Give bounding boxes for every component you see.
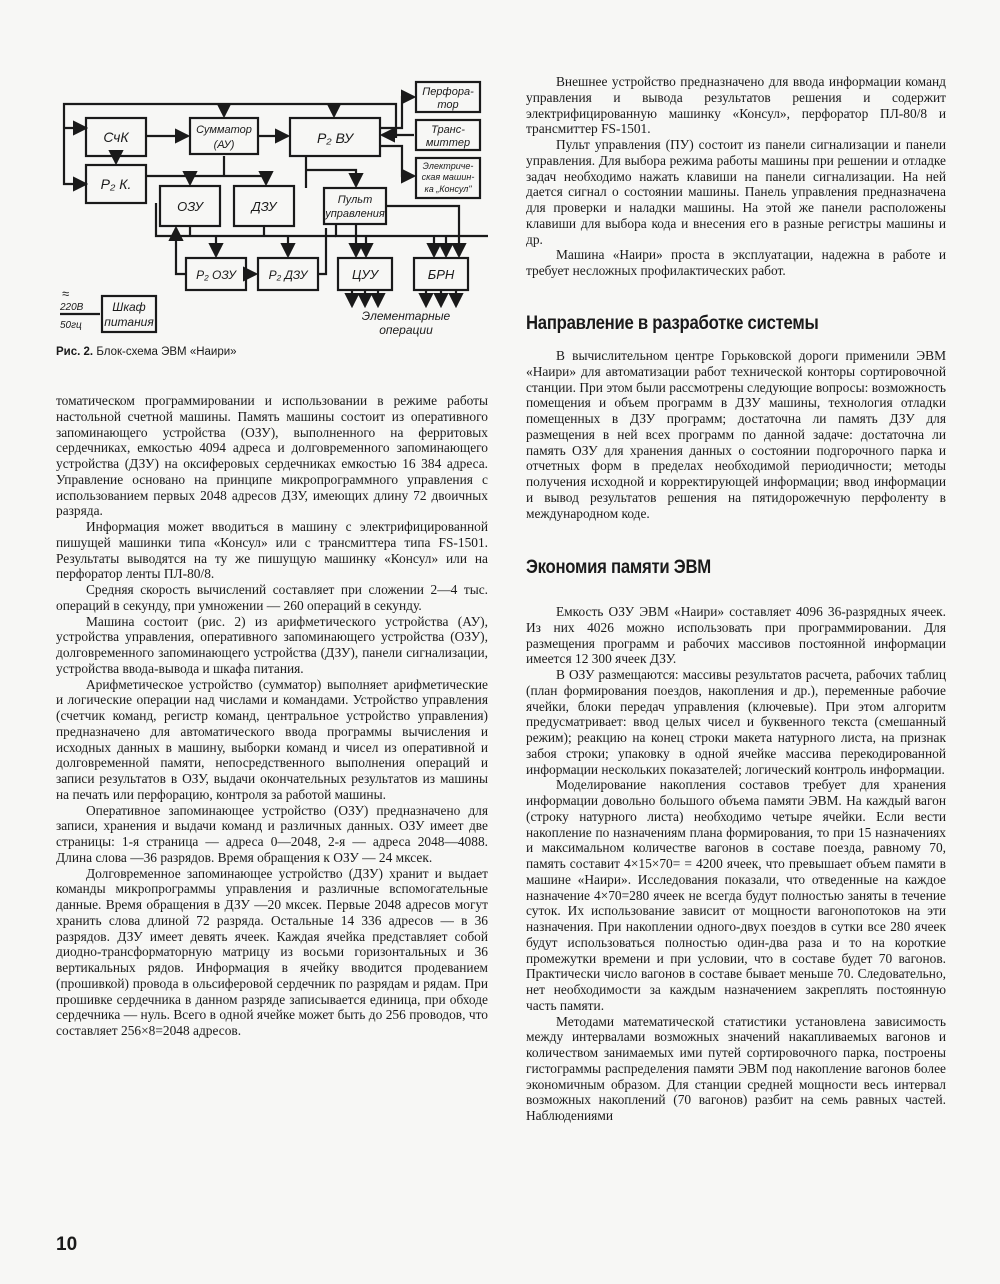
right-paragraph-2: Пульт управления (ПУ) состоит из панели сигнализации и панели управления. Для выбора режима работы машины при решении и отладке задач необходимо нажать клавиши на панели сигнализации. На ней дается сигнал о состоянии машины. Панель управления предназначена для проверки и наладки машины. На этой же панели расположены клавиши для выбора кода и внесения его в разные регистры машины и др. (526, 137, 946, 247)
left-text (56, 393, 488, 1039)
label-pult-1: Пульт (337, 194, 373, 206)
label-transmitter-2: миттер (425, 137, 471, 149)
label-power-2: питания (104, 315, 154, 329)
label-summator-2: (АУ) (213, 139, 235, 151)
section2-paragraph-3: Моделирование накопления составов требует для хранения информации довольно большого объема памяти ЭВМ. На каждый вагон (строку натурного листа) необходимо четыре ячейки. Если вести накопление по назначениям плана формирования, то при 15 назначениях и максимальном количестве вагонов в составе поезда, равному 70, память составит 4×15×70= = 4200 ячеек, что превышает объем памяти в машине «Наири». Исследования показали, что отведенные на каждое назначение 4×70=280 ячеек не всегда будут полностью заняты в течение суток. Их использование зависит от мощности вагонопотоков на эти назначения. При накоплении одного-двух поездов в сутки все 280 ячеек будут использоваться полностью один-два раза и то на короткие промежутки времени и при условии, что в составе будет 70 вагонов. Практически число вагонов в составе бывает меньше 70. Следовательно, нет необходимости за каждым назначением закреплять постоянную часть памяти. (526, 777, 946, 1013)
section-heading-direction: Направление в разработке системы (526, 313, 819, 334)
label-r2ozu: Р₂ ОЗУ (196, 268, 236, 282)
left-paragraph-7: Долговременное запоминающее устройство (ДЗУ) хранит и выдает команды микропрограммы управления и различные вспомогательные данные. Время обращения в ДЗУ —20 мксек. Первые 2048 адресов могут хранить слова длиной 72 разряда. Остальные 14 336 адресов — в 36 разрядов. ДЗУ имеет девять ячеек. Каждая ячейка представляет собой диодно-трансформаторную матрицу из восьми горизонтальных и 36 вертикальных рядов. Информация в ячейку вводится продеванием (прошивкой) провода в ольсиферовой сердечник по разрядам и рядам. При прошивке сердечника в данном разряде записывается единица, при обходе сердечника — нуль. Всего в одной ячейке может быть до 256 проводов, что составляет 256×8=2048 адресов. (56, 865, 488, 1038)
caption-label: Рис. 2. (56, 346, 94, 358)
label-sck: СчК (103, 129, 129, 145)
label-perforator-1: Перфора- (422, 86, 474, 98)
left-paragraph-5: Арифметическое устройство (сумматор) выполняет арифметические и логические операции над числами и командами. Устройство управления (счетчик команд, регистр команд, центральное устройство управления) предназначено для автоматического ввода программы вычисления и исходных данных в машину, выборки команд и чисел из оперативной и долговременной памяти, непосредственного выполнения операций и записи результатов в ОЗУ, выдачи окончательных результатов из машины на печать или перфорацию, контроля за работой машины. (56, 676, 488, 802)
label-transmitter-1: Транс- (431, 124, 465, 136)
section-heading-memory: Экономия памяти ЭВМ (526, 557, 711, 578)
label-dzu: ДЗУ (251, 199, 277, 214)
label-perforator-2: тор (437, 99, 459, 111)
section1-paragraph-1: В вычислительном центре Горьковской дороги применили ЭВМ «Наири» для автоматизации работ технической конторы сортировочной станции. При этом были рассмотрены следующие вопросы: возможность помещения и объем программ в ДЗУ машины, технология отладки помещенных в ДЗУ программ; достаточна ли память ДЗУ для размещения в ней всех программ по данной задаче: достаточна ли память ОЗУ для хранения данных о состоянии подгорочного парка и отчетных форм в пределах необходимой периодичности; методы получения исходной и корректирующей информации; ввод информации и вывод результатов решения на пятидорожечную перфоленту в международном коде. (526, 348, 946, 521)
figure-caption (56, 346, 488, 358)
caption-text: Блок-схема ЭВМ «Наири» (96, 346, 237, 358)
section2-paragraph-4: Методами математической статистики установлена зависимость между интервалами возможных значений накапливаемых вагонов и количеством занимаемых ими путей сортировочного парка, построены гистограммы распределения памяти ЭВМ под накопление вагонов более экономичным образом. Для станции средней мощности весь интервал возможных накоплений (70 вагонов) разбит на семь равных частей. Наблюдениями (526, 1013, 946, 1123)
block-diagram (56, 0, 488, 340)
label-brn: БРН (427, 267, 455, 282)
section2-paragraph-1: Емкость ОЗУ ЭВМ «Наири» составляет 4096 36-разрядных ячеек. Из них 4026 можно использовать при программировании. Для размещения программ и рабочих массивов постоянной информации имеется 12 300 ячеек ДЗУ. (526, 604, 946, 667)
label-r2dzu: Р₂ ДЗУ (268, 268, 308, 282)
label-machine-1: Электриче- (422, 161, 474, 171)
label-elem-2: операции (379, 323, 433, 337)
label-pult-2: управления (325, 208, 385, 220)
label-machine-3: ка „Консул" (424, 184, 472, 194)
section2-paragraph-2: В ОЗУ размещаются: массивы результатов расчета, рабочих таблиц (план формирования поездов, накопления и др.), переменные рабочие ячейки, блоки передач управления (ключевые). При этом алгоритм предусматривает: ввод целых чисел и буквенного текста (смешанный режим); реакцию на конец строки макета натурного листа, на признак забоя строки; упаковку в одной ячейке массива перекодированной информации нескольких показателей; логический контроль информации. (526, 667, 946, 777)
label-power-1: Шкаф (112, 300, 146, 314)
left-paragraph-2: Информация может вводиться в машину с электрифицированной пишущей машинки типа «Консул» или с трансмиттера типа FS-1501. Результаты выводятся на ту же пишущую машинку «Консул» или на перфоратор ленты ПЛ-80/8. (56, 519, 488, 582)
label-r2k: Р₂ К. (100, 176, 132, 192)
label-r2vu: Р₂ ВУ (316, 130, 354, 146)
right-paragraph-3: Машина «Наири» проста в эксплуатации, надежна в работе и требует несложных профилактических работ. (526, 247, 946, 278)
left-paragraph-4: Машина состоит (рис. 2) из арифметического устройства (АУ), устройства управления, оперативного запоминающего устройства (ОЗУ), долговременного запоминающего устройства (ДЗУ), панели сигнализации, устройства ввода-вывода и шкафа питания. (56, 613, 488, 676)
page-number: 10 (56, 1234, 78, 1255)
left-paragraph-1: томатическом программировании и использовании в режиме работы настольной счетной машины. Память машины состоит из оперативного запоминающего устройства (ОЗУ), выполненного на ферритовых сердечниках, емкостью 4094 адреса и долговременного запоминающего устройства (ДЗУ) на оксиферовых сердечниках емкостью 16 384 адреса. Управление основано на принципе микропрограммного управления с использованием первых 2048 адресов ДЗУ, имеющих длину 72 двоичных разряда. (56, 393, 488, 519)
right-paragraph-1: Внешнее устройство предназначено для ввода информации команд управления и вывода результатов решения и содержит электрифицированную машинку «Консул», перфоратор ПЛ-80/8 и трансмиттер FS-1501. (526, 74, 946, 137)
label-machine-2: ская машин- (421, 172, 475, 182)
label-cuu: ЦУУ (351, 267, 379, 282)
label-ac-symbol: ≈ (62, 286, 70, 301)
label-freq: 50гц (60, 320, 82, 331)
label-summator-1: Сумматор (196, 124, 252, 136)
label-elem-1: Элементарные (361, 309, 451, 323)
left-paragraph-6: Оперативное запоминающее устройство (ОЗУ) предназначено для записи, хранения и выдачи команд и различных данных. ОЗУ имеет две страницы: 1-я страница — адреса 0—2048, 2-я — адреса 2048—4088. Длина слова —36 разрядов. Время обращения к ОЗУ — 24 мксек. (56, 802, 488, 865)
label-voltage: 220В (60, 302, 84, 313)
label-ozu: ОЗУ (177, 199, 203, 214)
left-paragraph-3: Средняя скорость вычислений составляет при сложении 2—4 тыс. операций в секунду, при умножении — 260 операций в секунду. (56, 582, 488, 613)
